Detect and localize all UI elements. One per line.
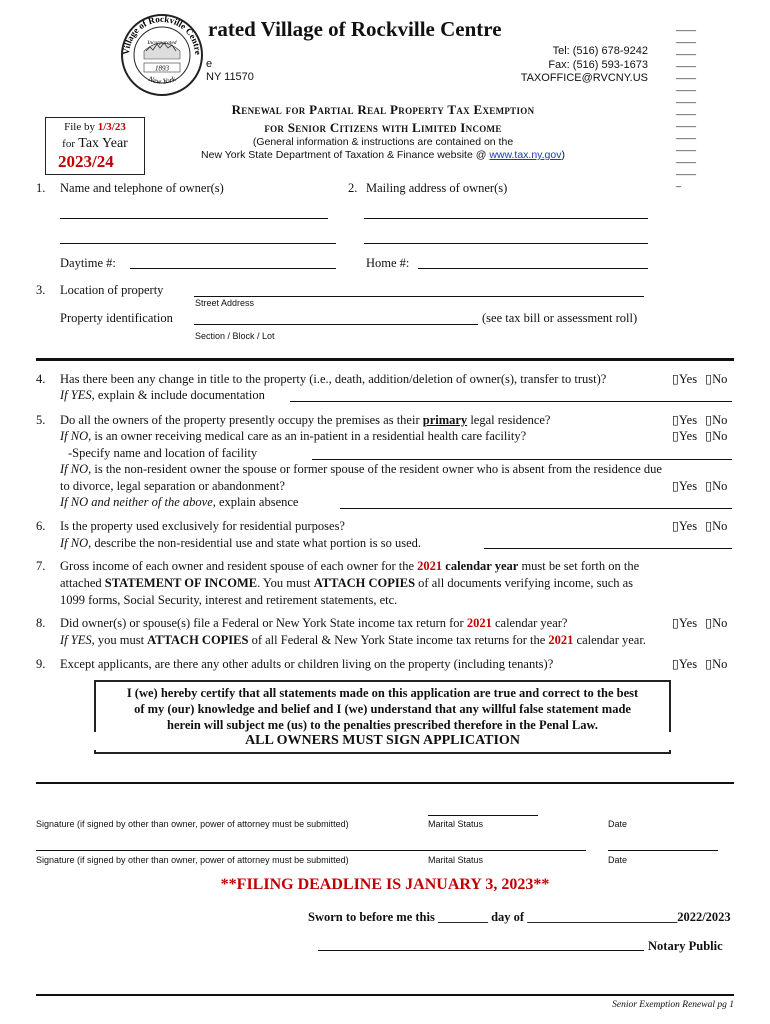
q5-ifno2-rest: , is the non-resident owner the spouse or former spouse of the resident owner who is absent from the residence due xyxy=(88,462,662,476)
section-divider xyxy=(36,358,734,361)
q5-ifno1-rest: , is an owner receiving medical care as an in-patient in a residential health care facility? xyxy=(88,429,527,443)
filing-deadline: **FILING DEADLINE IS JANUARY 3, 2023** xyxy=(220,876,550,893)
q8-p3: , you must xyxy=(91,633,148,647)
q5a-yes-no xyxy=(672,412,727,429)
date-field-2[interactable] xyxy=(608,850,718,851)
q7-p1: Gross income of each owner and resident spouse of each owner for the xyxy=(60,559,418,573)
q4-no-label: No xyxy=(712,372,728,386)
q8-no-label: No xyxy=(712,616,728,630)
q5-ifno3: If NO and neither of the above xyxy=(60,495,213,509)
tax-year-value: 2023/24 xyxy=(58,152,114,171)
q5-primary: primary xyxy=(422,413,468,427)
q5-ifno2: If NO xyxy=(60,462,89,476)
q8-yes-no xyxy=(672,615,727,632)
q9-number: 9. xyxy=(36,657,46,671)
q5-text xyxy=(60,412,550,429)
q4-yes-label: Yes xyxy=(678,372,698,386)
notary-signature-field[interactable] xyxy=(318,950,644,951)
q1-number: 1. xyxy=(36,181,46,195)
form-info-line1: (General information & instructions are contained on the xyxy=(252,136,514,148)
q4-number: 4. xyxy=(36,372,46,386)
q7-line3: 1099 forms, Social Security, interest and retirement statements, etc. xyxy=(60,593,398,607)
q9-yes-checkbox[interactable]: ▯ xyxy=(672,657,679,671)
seal-incorporated: Incorporated xyxy=(147,40,177,46)
q5c-yes-label: Yes xyxy=(678,479,698,493)
marital-status-label-1: Marital Status xyxy=(428,819,484,829)
q8-p5: calendar year. xyxy=(573,633,646,647)
q5b-no-checkbox[interactable]: ▯ xyxy=(705,429,713,443)
property-id-label: Property identification xyxy=(60,311,173,325)
date-label-2: Date xyxy=(608,855,628,865)
q5a-no-checkbox[interactable]: ▯ xyxy=(705,413,713,427)
home-phone-field[interactable] xyxy=(418,268,648,269)
q5-text-pre: Do all the owners of the property presently occupy the premises as their xyxy=(60,413,423,427)
q6-no-label: No xyxy=(712,519,728,533)
q6-no-checkbox[interactable]: ▯ xyxy=(705,519,713,533)
q8-no-checkbox[interactable]: ▯ xyxy=(705,616,713,630)
q5a-yes-label: Yes xyxy=(678,413,698,427)
contact-block xyxy=(470,45,648,86)
q4-yes-no xyxy=(672,371,727,388)
q6-yes-no xyxy=(672,518,727,535)
q7-p5: of all documents verifying income, such as xyxy=(415,576,634,590)
q8-p1: Did owner(s) or spouse(s) file a Federal or New York State income tax return for xyxy=(60,616,467,630)
q5-number: 5. xyxy=(36,413,46,427)
q1-label: Name and telephone of owner(s) xyxy=(60,181,224,195)
owner-name-field-2[interactable] xyxy=(60,243,336,244)
marital-status-field-1[interactable] xyxy=(428,815,538,816)
form-info-line2 xyxy=(183,149,583,162)
q6-ifno: If NO xyxy=(60,536,89,550)
q8-number: 8. xyxy=(36,616,46,630)
q5a-yes-checkbox[interactable]: ▯ xyxy=(672,413,679,427)
cert-line-2: of my (our) knowledge and belief and I (we) understand that any willful false statement made xyxy=(134,702,631,716)
signature-field-2[interactable] xyxy=(36,850,586,851)
cert-line-3: herein will subject me (us) to the penalties prescribed therefore in the Penal Law. xyxy=(167,718,598,732)
address-fragment: e xyxy=(206,58,213,70)
q6-yes-checkbox[interactable]: ▯ xyxy=(672,519,679,533)
q7-number: 7. xyxy=(36,559,46,573)
street-address-caption: Street Address xyxy=(195,298,255,308)
q6-describe-field[interactable] xyxy=(484,548,732,549)
q6-text: Is the property used exclusively for residential purposes? xyxy=(60,519,345,533)
signature-label-1: Signature (if signed by other than owner, power of attorney must be submitted) xyxy=(36,819,349,829)
sworn-year: 2022/2023 xyxy=(677,910,731,924)
sbl-caption: Section / Block / Lot xyxy=(195,331,275,341)
q8-yes-checkbox[interactable]: ▯ xyxy=(672,616,679,630)
q4-yes-checkbox[interactable]: ▯ xyxy=(672,372,679,386)
q5-divorce: to divorce, legal separation or abandonment? xyxy=(60,479,285,493)
q5b-no-label: No xyxy=(712,429,728,443)
date-label-1: Date xyxy=(608,819,628,829)
q4-explain-field[interactable] xyxy=(290,401,732,402)
property-id-field[interactable] xyxy=(194,324,478,325)
info-post: ) xyxy=(561,149,565,161)
file-by-line xyxy=(46,120,144,135)
q7-attach: ATTACH COPIES xyxy=(313,576,416,590)
all-owners-sign: ALL OWNERS MUST SIGN APPLICATION xyxy=(94,732,671,750)
mailing-address-field-2[interactable] xyxy=(364,243,648,244)
info-pre: New York State Department of Taxation & Finance website @ xyxy=(201,149,490,161)
page-title: rated Village of Rockville Centre xyxy=(208,17,502,41)
cert-line-1: I (we) hereby certify that all statements made on this application are true and correct to the best xyxy=(126,686,639,700)
q5-specify: -Specify name and location of facility xyxy=(68,446,258,460)
q4-ifyes: If YES xyxy=(60,388,92,402)
q7-line2 xyxy=(60,575,633,592)
q7-line1 xyxy=(60,558,639,575)
for-label: for xyxy=(62,138,75,150)
q7-cal: calendar year xyxy=(442,559,519,573)
sworn-line xyxy=(308,909,731,926)
q5c-no-label: No xyxy=(712,479,728,493)
q6-yes-label: Yes xyxy=(678,519,698,533)
q5-ifno3-rest: , explain absence xyxy=(212,495,299,509)
see-tax-bill-note: (see tax bill or assessment roll) xyxy=(482,311,638,325)
q8-year: 2021 xyxy=(466,616,492,630)
q3-label: Location of property xyxy=(60,283,164,297)
q5c-yes-no xyxy=(672,478,727,495)
footer-rule xyxy=(36,994,734,996)
q6-ifno-line xyxy=(60,535,421,552)
q8-year2: 2021 xyxy=(548,633,574,647)
q8-attach: ATTACH COPIES xyxy=(147,633,249,647)
q5-ifno1: If NO xyxy=(60,429,89,443)
q8-p2: calendar year? xyxy=(491,616,568,630)
form-title-line1: Renewal for Partial Real Property Tax Exemption xyxy=(231,102,535,117)
q8-ifyes: If YES xyxy=(60,633,92,647)
q5-text-post: legal residence? xyxy=(467,413,551,427)
file-by-label: File by xyxy=(64,121,95,133)
q5a-no-label: No xyxy=(712,413,728,427)
q5-ifno3-line xyxy=(60,494,298,511)
file-by-date: 1/3/23 xyxy=(97,121,126,133)
signature-top-rule xyxy=(36,782,734,784)
q5c-yes-checkbox[interactable]: ▯ xyxy=(672,479,679,493)
q4-no-checkbox[interactable]: ▯ xyxy=(705,372,713,386)
q7-p4: . You must xyxy=(257,576,314,590)
marital-status-label-2: Marital Status xyxy=(428,855,484,865)
sworn-pre: Sworn to before me this ________ day of ________________________ xyxy=(308,910,678,924)
q5b-yes-checkbox[interactable]: ▯ xyxy=(672,429,679,443)
street-address-field[interactable] xyxy=(194,296,644,297)
seal-graphic xyxy=(120,13,204,97)
seal-bottom-text xyxy=(146,74,177,86)
certification-box xyxy=(94,680,671,740)
q9-yes-no xyxy=(672,656,727,673)
q9-no-label: No xyxy=(712,657,728,671)
q9-yes-label: Yes xyxy=(678,657,698,671)
q7-stmt: STATEMENT OF INCOME xyxy=(104,576,258,590)
home-label: Home #: xyxy=(366,256,410,270)
contact-tel: Tel: (516) 678-9242 xyxy=(552,45,648,57)
tax-website-link[interactable]: www.tax.ny.gov xyxy=(489,149,562,161)
village-seal xyxy=(120,13,204,97)
q4-text: Has there been any change in title to the property (i.e., death, addition/deletion of owner(s), transfer to trust)? xyxy=(60,372,607,386)
q8-yes-label: Yes xyxy=(678,616,698,630)
q9-text: Except applicants, are there any other adults or children living on the property (including tenants)? xyxy=(60,657,554,671)
daytime-phone-field[interactable] xyxy=(130,268,336,269)
seal-bottom-path: New York xyxy=(147,74,177,86)
tax-year-line xyxy=(46,135,144,153)
q5-ifno2-line xyxy=(60,461,662,478)
form-title-line2: for Senior Citizens with Limited Income xyxy=(264,120,502,135)
footer-page-label: Senior Exemption Renewal pg 1 xyxy=(612,1000,734,1010)
q2-number: 2. xyxy=(348,181,358,195)
q7-p2: must be set forth on the xyxy=(518,559,640,573)
mailing-address-field-1[interactable] xyxy=(364,218,648,219)
q8-line1 xyxy=(60,615,567,632)
seal-year: 1893 xyxy=(155,64,169,73)
contact-fax: Fax: (516) 593-1673 xyxy=(548,58,648,71)
q2-label: Mailing address of owner(s) xyxy=(366,181,508,195)
q4-ifyes-rest: , explain & include documentation xyxy=(91,388,265,402)
side-dash-lines: ____ ____ ____ ____ ____ ____ ____ ____ ____ ____ ____ ____ ____ _ xyxy=(676,21,697,187)
q5-absence-field[interactable] xyxy=(340,508,732,509)
seal-top-path: Village of Rockville Centre xyxy=(120,13,204,56)
contact-email[interactable]: TAXOFFICE@RVCNY.US xyxy=(520,72,648,84)
address-zip: NY 11570 xyxy=(206,71,254,83)
owner-name-field-1[interactable] xyxy=(60,218,328,219)
q8-line2 xyxy=(60,632,646,649)
q9-no-checkbox[interactable]: ▯ xyxy=(705,657,713,671)
q7-p3: attached xyxy=(60,576,105,590)
q5b-yes-label: Yes xyxy=(678,429,698,443)
notary-label: Notary Public xyxy=(648,939,723,953)
q4-ifyes-line xyxy=(60,387,265,404)
q6-number: 6. xyxy=(36,519,46,533)
q7-year: 2021 xyxy=(417,559,443,573)
daytime-label: Daytime #: xyxy=(60,256,116,270)
q5c-no-checkbox[interactable]: ▯ xyxy=(705,479,713,493)
q6-ifno-rest: , describe the non-residential use and state what portion is so used. xyxy=(88,536,422,550)
q5-ifno1-line xyxy=(60,428,526,445)
q8-p4: of all Federal & New York State income tax returns for the xyxy=(248,633,549,647)
q5b-yes-no xyxy=(672,428,727,445)
signature-label-2: Signature (if signed by other than owner, power of attorney must be submitted) xyxy=(36,855,349,865)
tax-year-label: Tax Year xyxy=(78,136,128,151)
q5-facility-field[interactable] xyxy=(312,459,732,460)
q3-number: 3. xyxy=(36,283,46,297)
